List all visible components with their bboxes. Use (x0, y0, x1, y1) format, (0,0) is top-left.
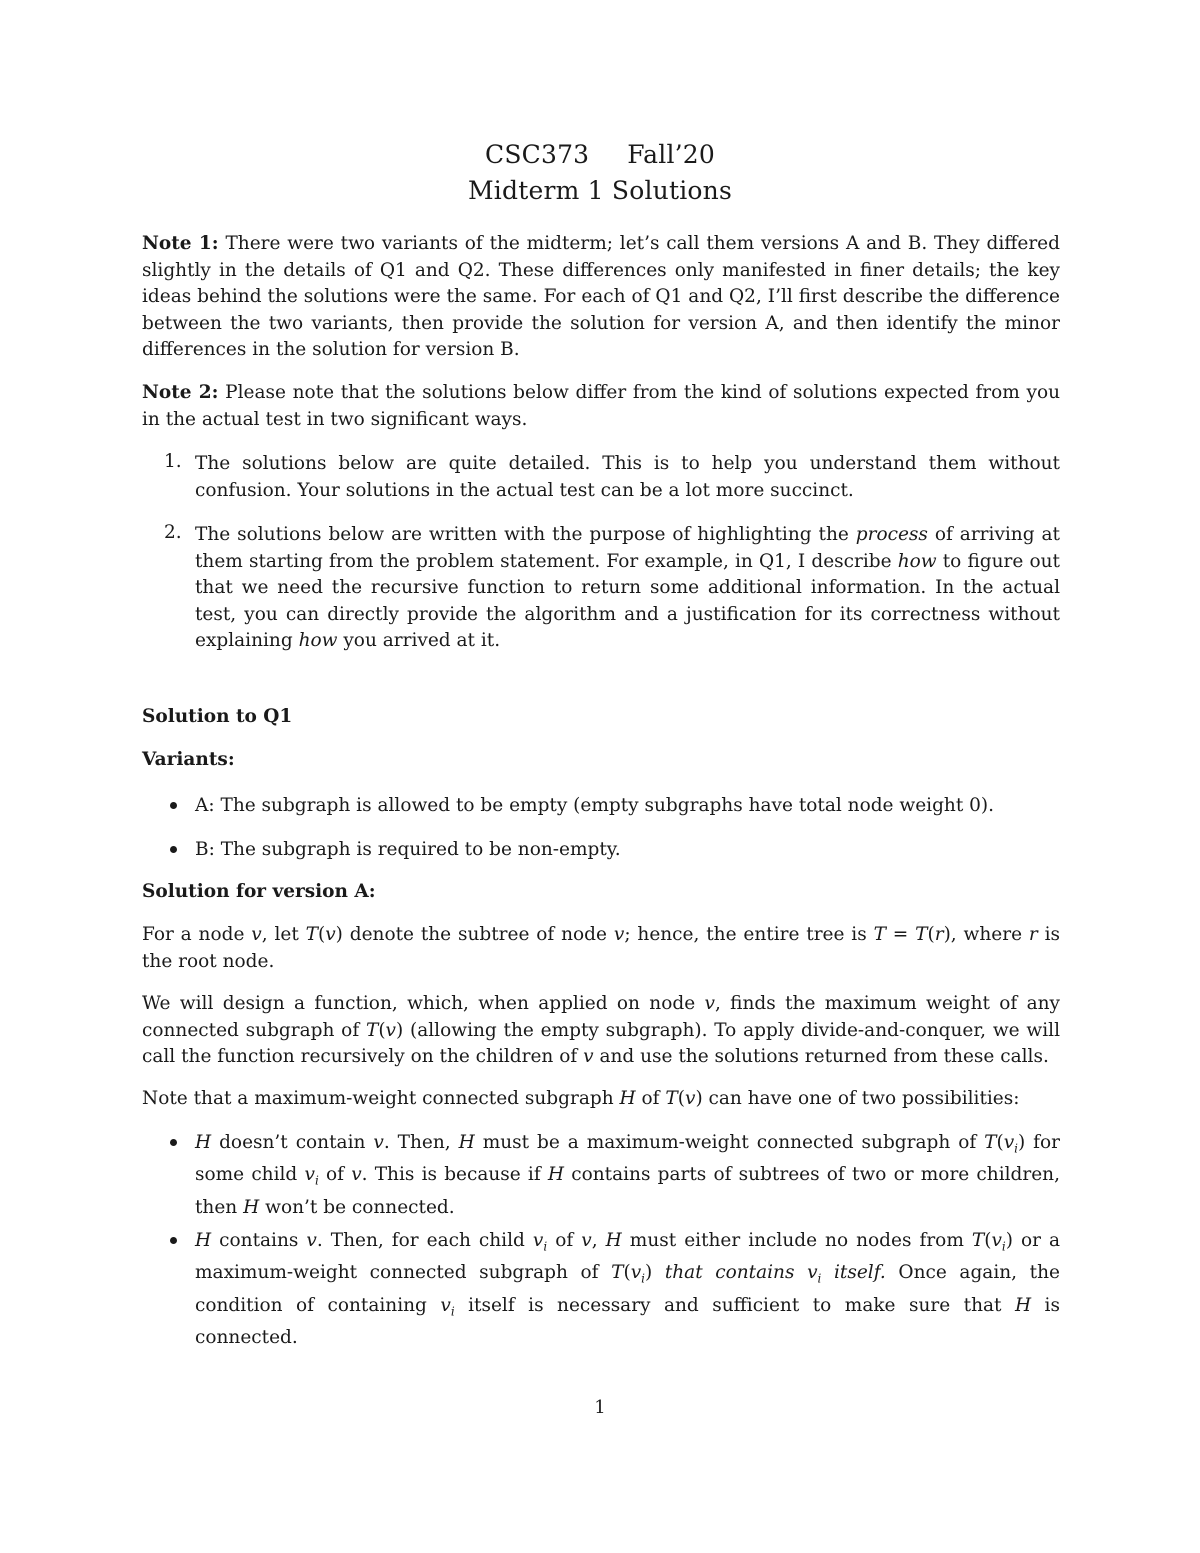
course-term: Fall’20 (627, 140, 716, 169)
list-number: 1. (164, 451, 182, 472)
section-heading-q1: Solution to Q1 (142, 706, 293, 727)
paragraph-function-design: We will design a function, which, when applied on node v, finds the maximum weight of any connected subgraph of T(v) (allowing the empty subgraph). To apply divide-and-conquer, we will call the function recursively on the children of v and use the solutions returned from these calls. (142, 993, 1060, 1068)
note-1-text: There were two variants of the midterm; let’s call them versions A and B. They differed slightly in the details of Q1 and Q2. These differences only manifested in finer details; the key ideas behind the solutions were the same. For each of Q1 and Q2, I’ll first describe the difference between the two variants, then provide the solution for version A, and then identify the minor differences in the solution for version B. (142, 233, 1060, 361)
list-number: 2. (164, 522, 182, 543)
bullet-icon (170, 846, 177, 853)
version-a-heading: Solution for version A: (142, 881, 376, 902)
bullet-icon (170, 802, 177, 809)
document-subtitle: Midterm 1 Solutions (468, 176, 732, 205)
variant-item: B: The subgraph is required to be non-empty. (195, 839, 621, 860)
course-code: CSC373 (484, 140, 590, 169)
note-2 (142, 380, 1060, 433)
variant-item: A: The subgraph is allowed to be empty (empty subgraphs have total node weight 0). (195, 795, 995, 816)
course-title (0, 140, 1200, 169)
note-2-label: Note 2: (142, 382, 219, 403)
note-2-text: Please note that the solutions below differ from the kind of solutions expected from you in the actual test in two significant ways. (142, 382, 1060, 430)
case-item: H doesn’t contain v. Then, H must be a maximum-weight connected subgraph of $T(v_i)$ for some child $v_i$ of v. This is because if H contains parts of subtrees of two or more children, then H won’t be connected. (195, 1132, 1060, 1218)
note-1 (142, 231, 1060, 364)
variants-heading: Variants: (142, 749, 235, 770)
paragraph-possibilities: Note that a maximum-weight connected subgraph H of T(v) can have one of two possibilities: (142, 1088, 1020, 1109)
paragraph-subtree-def: For a node v, let T(v) denote the subtree of node v; hence, the entire tree is T = T(r), where r is the root node. (142, 924, 1061, 972)
note-1-label: Note 1: (142, 233, 219, 254)
bullet-icon (170, 1139, 177, 1146)
list-item: The solutions below are written with the purpose of highlighting the process of arriving at them starting from the problem statement. For example, in Q1, I describe how to figure out that we need the recursive function to return some additional information. In the actual test, you can directly provide the algorithm and a justification for its correctness without explaining how you arrived at it. (195, 524, 1060, 652)
list-item: The solutions below are quite detailed. This is to help you understand them without confusion. Your solutions in the actual test can be a lot more succinct. (195, 453, 1060, 501)
bullet-icon (170, 1237, 177, 1244)
case-item: H contains v. Then, for each child $v_i$ of v, H must either include no nodes from $T(v_i)$ or a maximum-weight connected subgraph of $T(v_i)$ that contains $v_i$ itself. Once again, the condition of containing $v_i$ itself is necessary and sufficient to make sure that H is connected. (195, 1230, 1061, 1348)
page-number: 1 (594, 1397, 606, 1418)
